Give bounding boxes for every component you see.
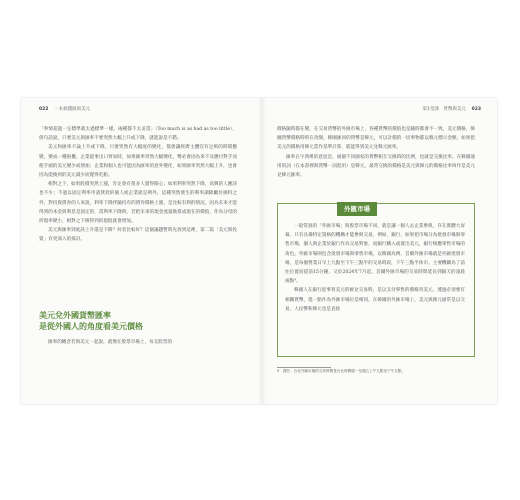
sidebar-box-title: 外匯市場 (337, 202, 377, 216)
left-paragraph-3: 相對之下，如果股價突然上漲，肯定會有很多人覺得開心；如果利率突然下降，高興的人應該也不少；不過以固定利率申請貸款的個人或企業就是例外。這種突然發生的利率調降屬於損料之外，對投資債券的人來說，利率下降伴隨持有的債券價格上漲，是比較有利的情況。因為未來才能得到的本金與利息是固定的，當利率下降時，若把未來的現金流量換算成現在的價值，作為分母的折現率變小，相對之下換得到的現值就會增加。 (39, 182, 237, 225)
right-page (259, 98, 497, 404)
left-running-title: 一本搞懂匯與美元 (54, 107, 91, 112)
left-paragraph-2: 美元和匯率不論上升或下降，只要突然有大幅度的變化，都會讓經濟主體沒有足夠的時間應變，變成一種困擾。企業從事出口貿易時，如果匯率突然大幅變化，勢必會因為來不及應付對手而使手頭的美元變少或增加；企業和個人也可能因為匯率的意外變化，如果匯率突然大幅上升，也會因為能換到的美元減少而覺得吃虧。 (39, 145, 237, 179)
right-paragraph-2: 匯率在字典裡的意思是，兩個不同國家的貨幣相互交換時的比例，也就是交換比率。在韓國通用的詞（在本書裡與貨幣一詞混用）是韓元，最常交換的價格是美元與韓元的價格比率叫作是美元兌韓元匯率。 (277, 154, 475, 179)
left-paragraph-after-heading: 匯率的概念若與美元一起說，就像在股票市場上，每支股票的 (48, 340, 173, 345)
left-body-after-heading (39, 338, 237, 347)
left-running-header (39, 106, 90, 112)
left-page (21, 98, 259, 404)
sidebar-box-text (285, 222, 465, 314)
right-running-header (422, 106, 481, 112)
left-body-text (39, 125, 237, 245)
left-page-number: 022 (39, 107, 49, 112)
footnote-rule (277, 367, 331, 368)
right-running-title: 第1堂課 貨幣與美元 (422, 107, 466, 112)
right-page-number: 023 (471, 107, 481, 112)
right-paragraph-1: 價格隨時都在變，在交易貨幣的外匯市場上，各種貨幣的價值也是隨時都會不一致，美元價格、韓圜貨幣價格時時在改變。韓圜匯同的貨幣是韓元，可以計價的一切事物都以韓元標示金額，如果把美元的價格用韓元當作基準計算，就能得到美元兌韓元匯率。 (277, 127, 475, 151)
left-paragraph-4: 美元與匯率到底該上升還是下降？何者比較好？這個議題暫時先放到這裡，第二篇「美元與投資」有更深入的探討。 (39, 228, 237, 243)
sidebar-paragraph-2: 韓國人在銀行從事買美元的匯兌交易時，是以支付零售的價格買美元，透過必須要有相關貨幣，進一點作為外匯市場位是相同，在韓國的外匯市場上，美元與韓元通常是以交易，人民幣和韓元也是直接 (285, 288, 465, 312)
book-spread (21, 98, 497, 404)
sidebar-paragraph-1: 一般常說的「外匯市場」與股票市場不同，就是讓一個人去企業參與，存在實體大屏幕，只有具備特定資格的機構才能參與交易，例如，銀行，如果把市場分為批發市場與零售市場，個人與企業於銀行作為交易對象，而銀行購入或賣出美元，銀行相應零售市場的角色。外匯市場則包含批發市場與零售市場，以韓國為例，首爾外匯市場就是外匯批發市場，是每個營業日早上九點至下午三點半的交易時段，下午三點半休市。主要機關為了前往位置而提前15分鐘，又於2024年7月起，首爾外匯市場的交易時間延長到隔天的凌晨兩點⁹。 (285, 224, 465, 285)
right-body-text (277, 125, 475, 180)
section-heading: 美元兌外國貨幣匯率 是從外國人的角度看美元價格 (39, 311, 143, 331)
left-paragraph-1: 「事情超過一定標準就太過標準一樣，兩種都不太妥當」（Too much is as bad as too little），俗句話說，只要美元與匯率不要突然大幅上升或下降，就能說是不錯。 (39, 127, 237, 142)
footnote: 9 譯註：台北外匯市場的交易時間是台北時間週一至週五上午九點至下午五點。 (277, 369, 406, 373)
